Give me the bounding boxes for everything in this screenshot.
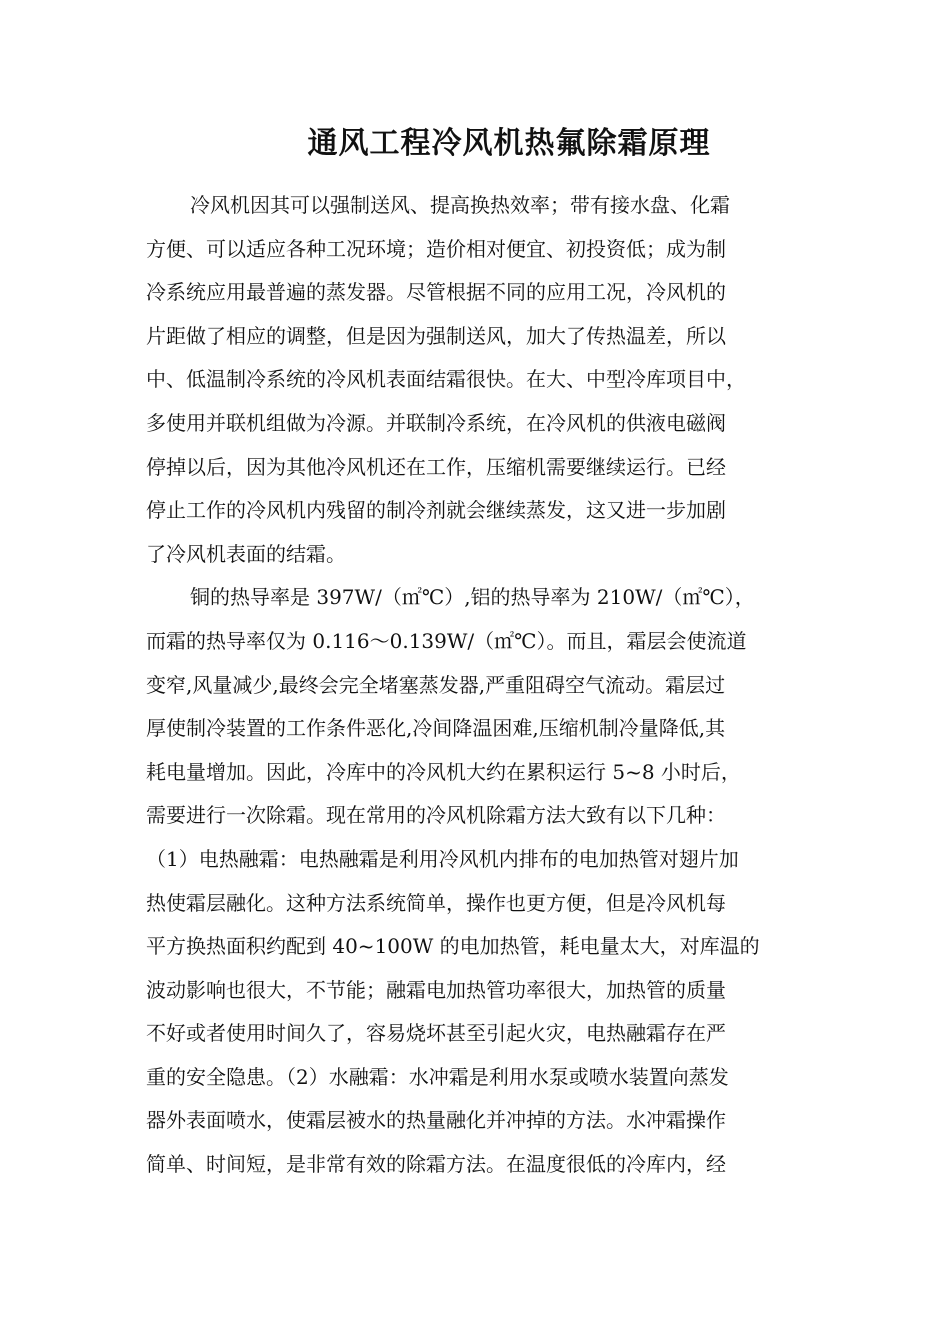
body-line: 不好或者使用时间久了，容易烧坏甚至引起火灾，电热融霜存在严 xyxy=(146,1021,726,1046)
body-line: 方便、可以适应各种工况环境；造价相对便宜、初投资低；成为制 xyxy=(146,236,726,261)
body-line: 了冷风机表面的结霜。 xyxy=(146,541,346,566)
body-line: 变窄,风量减少,最终会完全堵塞蒸发器,严重阻碍空气流动。霜层过 xyxy=(146,672,726,697)
body-line: 厚使制冷装置的工作条件恶化,冷间降温困难,压缩机制冷量降低,其 xyxy=(146,716,726,741)
body-line: 热使霜层融化。这种方法系统简单，操作也更方便，但是冷风机每 xyxy=(146,890,726,915)
body-line: 需要进行一次除霜。现在常用的冷风机除霜方法大致有以下几种： xyxy=(146,803,726,828)
body-line: 片距做了相应的调整，但是因为强制送风，加大了传热温差，所以 xyxy=(146,323,726,348)
body-line: 重的安全隐患。（2）水融霜：水冲霜是利用水泵或喷水装置向蒸发 xyxy=(146,1064,729,1089)
body-line: （1）电热融霜：电热融霜是利用冷风机内排布的电加热管对翅片加 xyxy=(146,846,739,871)
body-line: 铜的热导率是 397W/（㎡℃）,铝的热导率为 210W/（㎡℃）， xyxy=(190,585,755,610)
body-line: 中、低温制冷系统的冷风机表面结霜很快。在大、中型冷库项目中， xyxy=(146,367,746,392)
body-line: 平方换热面积约配到 40~100W 的电加热管，耗电量太大，对库温的 xyxy=(146,934,760,959)
body-line: 耗电量增加。因此，冷库中的冷风机大约在累积运行 5~8 小时后， xyxy=(146,759,741,784)
document-title: 通风工程冷风机热氟除霜原理 xyxy=(307,126,711,161)
body-line: 器外表面喷水，使霜层被水的热量融化并冲掉的方法。水冲霜操作 xyxy=(146,1108,726,1133)
body-line: 冷风机因其可以强制送风、提高换热效率；带有接水盘、化霜 xyxy=(190,193,730,217)
body-line: 停止工作的冷风机内残留的制冷剂就会继续蒸发，这又进一步加剧 xyxy=(146,498,726,523)
body-line: 停掉以后，因为其他冷风机还在工作，压缩机需要继续运行。已经 xyxy=(146,454,726,479)
body-line: 简单、时间短，是非常有效的除霜方法。在温度很低的冷库内，经 xyxy=(146,1152,726,1177)
body-line: 多使用并联机组做为冷源。并联制冷系统，在冷风机的供液电磁阀 xyxy=(146,410,726,435)
body-line: 冷系统应用最普遍的蒸发器。尽管根据不同的应用工况，冷风机的 xyxy=(146,280,726,305)
body-line: 而霜的热导率仅为 0.116～0.139W/（㎡℃）。而且，霜层会使流道 xyxy=(146,628,747,653)
document-body xyxy=(146,184,822,1187)
body-line: 波动影响也很大，不节能；融霜电加热管功率很大，加热管的质量 xyxy=(146,977,726,1002)
